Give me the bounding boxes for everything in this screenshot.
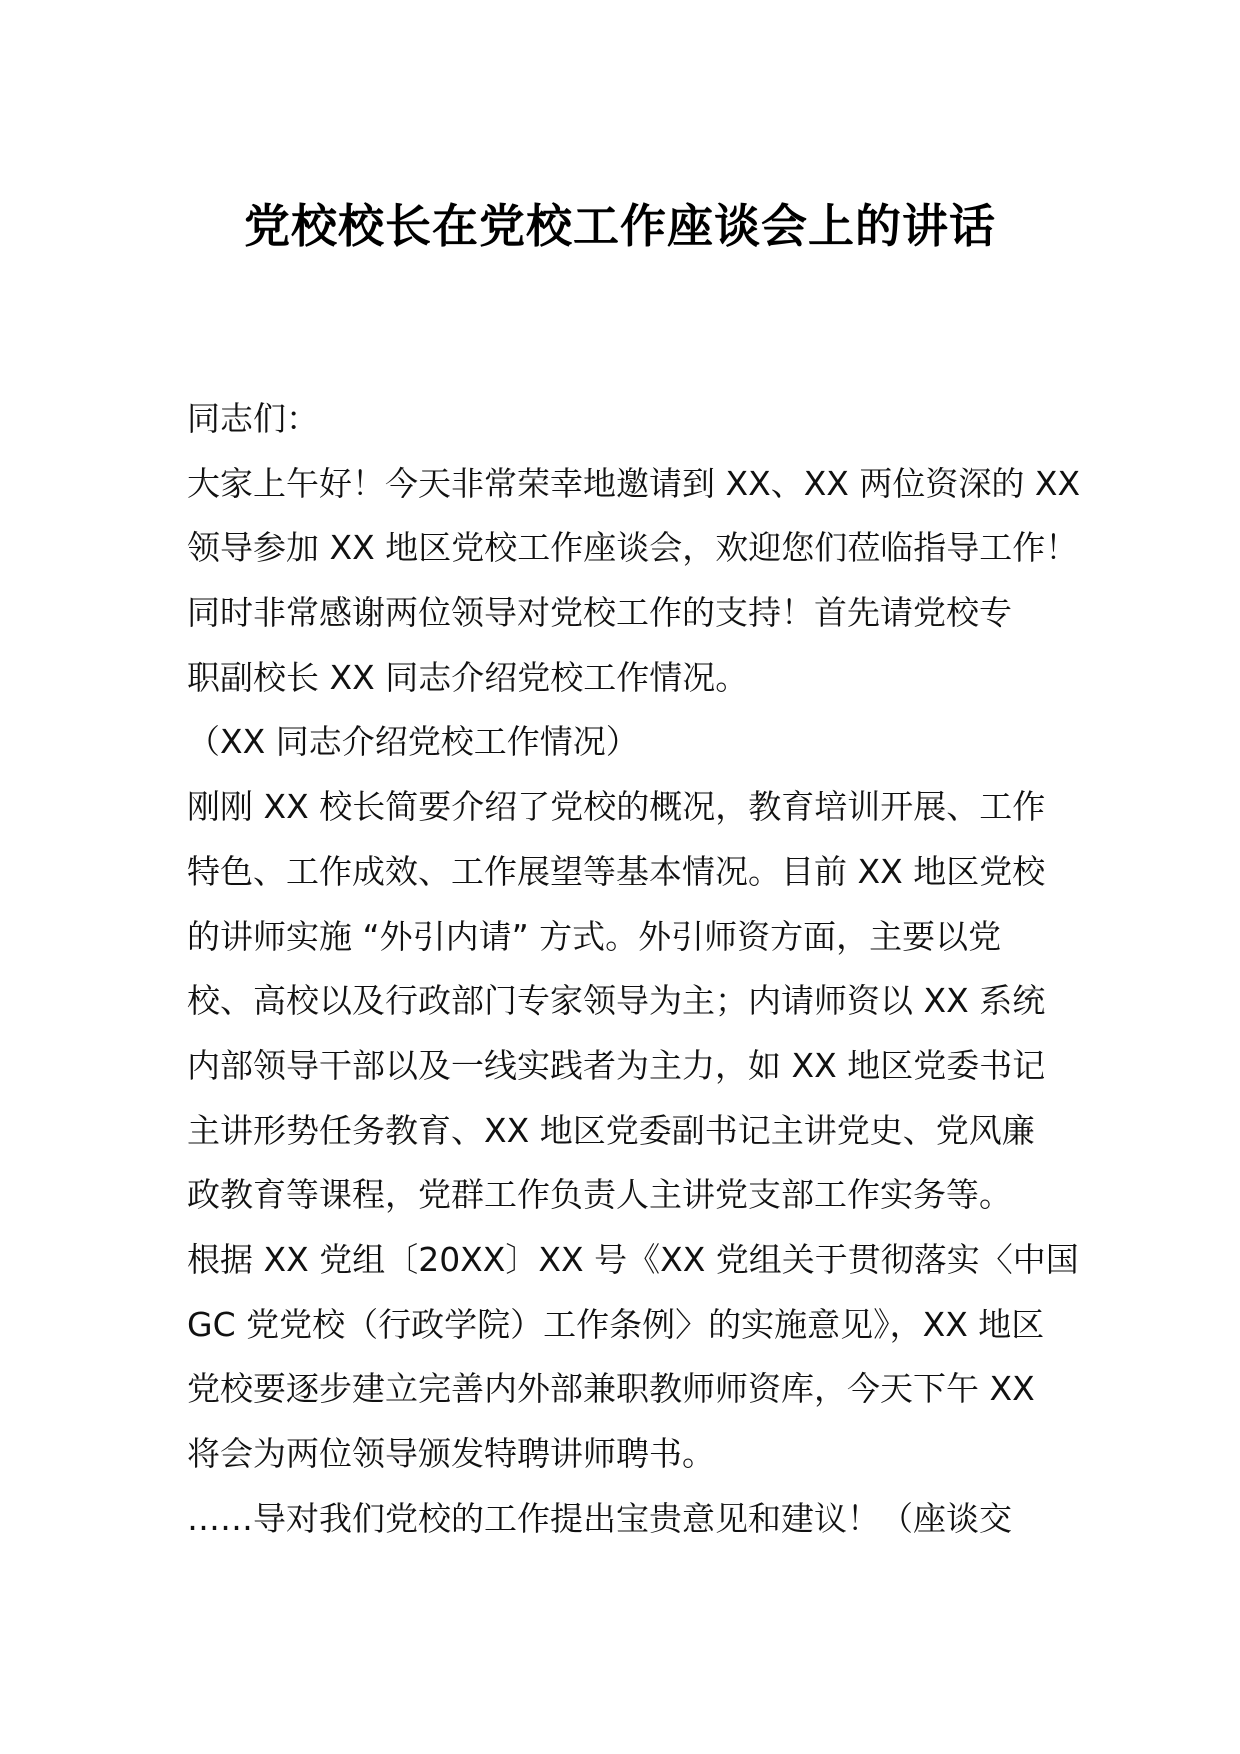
text-line: 职副校长 XX 同志介绍党校工作情况。 — [187, 657, 749, 697]
text-line: 主讲形势任务教育、XX 地区党委副书记主讲党史、党风廉 — [187, 1110, 1035, 1150]
text-line: 校、高校以及行政部门专家领导为主；内请师资以 XX 系统 — [187, 981, 1046, 1021]
text-line: 政教育等课程，党群工作负责人主讲党支部工作实务等。 — [187, 1175, 1012, 1215]
text-line: 根据 XX 党组〔20XX〕XX 号《XX 党组关于贯彻落实〈中国 — [187, 1239, 1079, 1279]
text-line-salutation: 同志们： — [187, 399, 319, 438]
document-title: 党校校长在党校工作座谈会上的讲话 — [244, 199, 996, 253]
text-line: 同时非常感谢两位领导对党校工作的支持！首先请党校专 — [187, 593, 1012, 633]
text-line-stage-note: （XX 同志介绍党校工作情况） — [187, 722, 639, 762]
text-line: GC 党党校（行政学院）工作条例〉的实施意见》，XX 地区 — [187, 1304, 1045, 1344]
document-body — [187, 387, 1087, 1551]
text-line: 的讲师实施 “外引内请” 方式。外引师资方面，主要以党 — [187, 916, 1002, 956]
text-line: 特色、工作成效、工作展望等基本情况。目前 XX 地区党校 — [187, 851, 1046, 891]
text-line: 大家上午好！今天非常荣幸地邀请到 XX、XX 两位资深的 XX — [187, 463, 1081, 503]
text-line: 内部领导干部以及一线实践者为主力，如 XX 地区党委书记 — [187, 1045, 1046, 1085]
text-line: 党校要逐步建立完善内外部兼职教师师资库，今天下午 XX — [187, 1369, 1035, 1409]
text-line: ……导对我们党校的工作提出宝贵意见和建议！（座谈交 — [187, 1498, 1012, 1538]
text-line: 领导参加 XX 地区党校工作座谈会，欢迎您们莅临指导工作！ — [187, 528, 1079, 568]
text-line: 刚刚 XX 校长简要介绍了党校的概况，教育培训开展、工作 — [187, 787, 1046, 827]
text-line: 将会为两位领导颁发特聘讲师聘书。 — [187, 1434, 715, 1473]
